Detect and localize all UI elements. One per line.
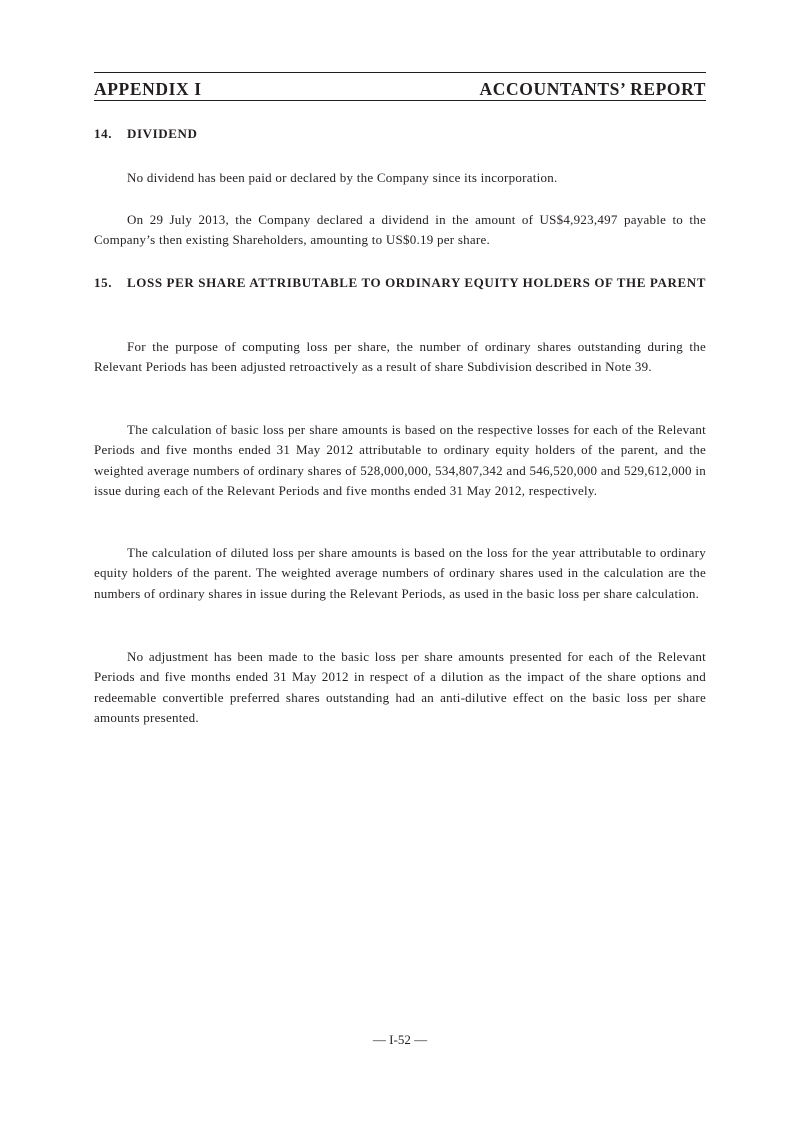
section-heading-loss-per-share [94,273,706,315]
section-title: LOSS PER SHARE ATTRIBUTABLE TO ORDINARY EQUITY HOLDERS OF THE PARENT [127,275,706,290]
paragraph: The calculation of basic loss per share amounts is based on the respective losses for each of the Relevant Periods and five months ended 31 May 2012 attributable to ordinary equity holders of the parent, and the weighted average numbers of ordinary shares of 528,000,000, 534,807,342 and 546,520,000 and 529,612,000 in issue during each of the Relevant Periods and five months ended 31 May 2012, respectively. [94,422,706,498]
section-title: DIVIDEND [127,126,198,141]
section-number: 15. [94,275,113,290]
page-number: — I-52 — [372,1032,428,1047]
header-appendix-label: APPENDIX I [94,79,202,99]
document-page [94,0,706,1131]
paragraph: No adjustment has been made to the basic loss per share amounts presented for each of the Relevant Periods and five months ended 31 May 2012 in respect of a dilution as the impact of the share options and redeemable convertible preferred shares outstanding had an anti-dilutive effect on the basic loss per share amounts presented. [94,649,706,725]
page-header [94,72,706,101]
header-report-title: ACCOUNTANTS’ REPORT [479,79,706,99]
section-number: 14. [94,126,113,141]
paragraph: On 29 July 2013, the Company declared a dividend in the amount of US$4,923,497 payable to the Company’s then existing Shareholders, amounting to US$0.19 per share. [94,212,706,248]
paragraph: No dividend has been paid or declared by the Company since its incorporation. [127,170,558,185]
paragraph: The calculation of diluted loss per share amounts is based on the loss for the year attributable to ordinary equity holders of the parent. The weighted average numbers of ordinary shares used in the calculation are the numbers of ordinary shares in issue during the Relevant Periods, as used in the basic loss per share calculation. [94,545,706,601]
paragraph: For the purpose of computing loss per share, the number of ordinary shares outstanding during the Relevant Periods has been adjusted retroactively as a result of share Subdivision described in Note 39. [94,339,706,375]
